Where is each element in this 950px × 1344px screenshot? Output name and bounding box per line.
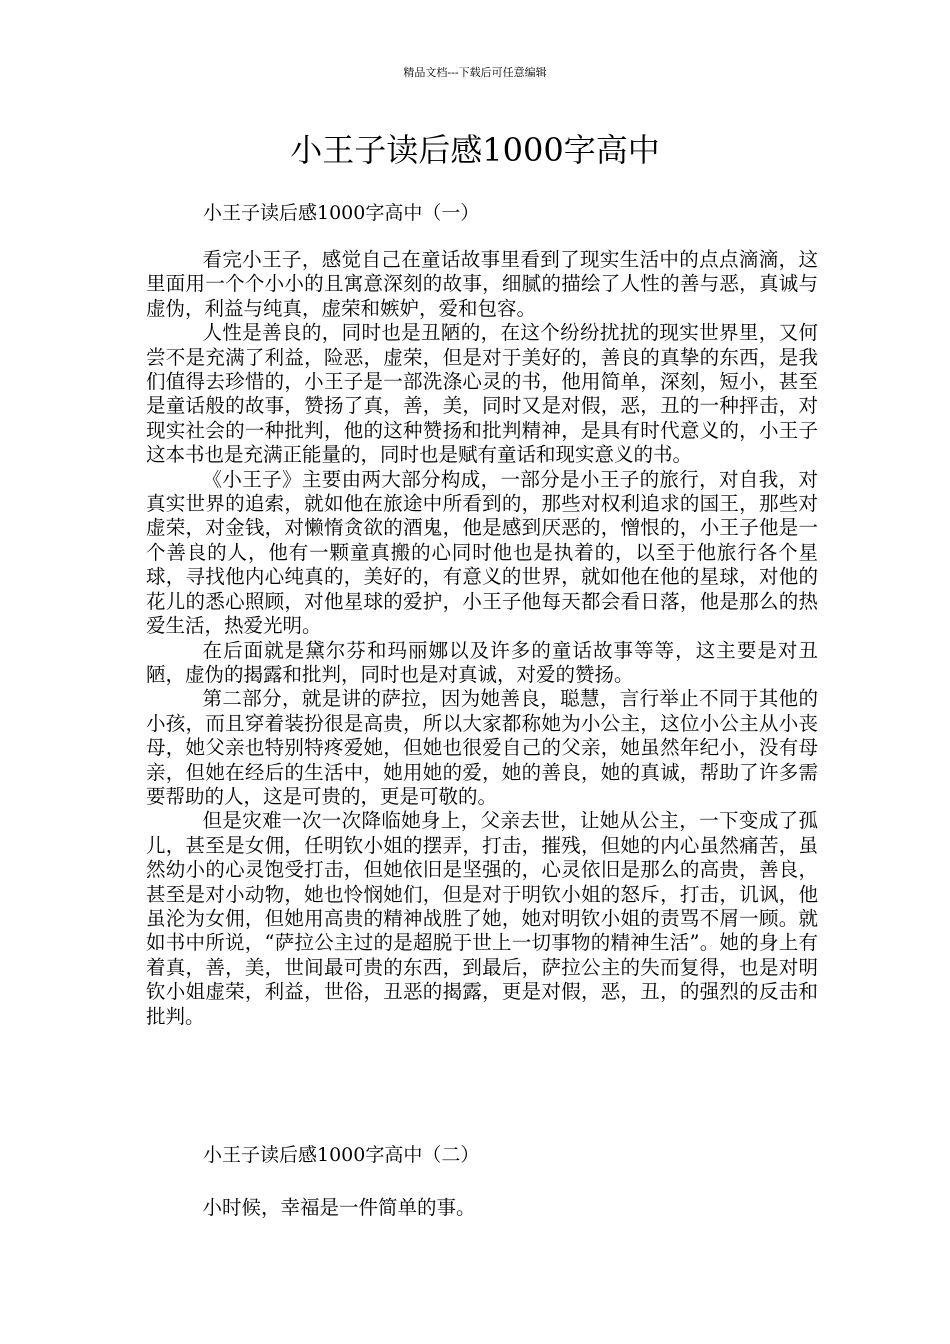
section-2-first-paragraph: 小时候，幸福是一件简单的事。: [202, 1196, 476, 1219]
section-heading-1: 小王子读后感1000字高中（一）: [203, 202, 480, 224]
section-1-body: [146, 248, 818, 1029]
section-heading-2: 小王子读后感1000字高中（二）: [203, 1144, 480, 1166]
body-paragraph-3: 《小王子》主要由两大部分构成，一部分是小王子的旅行，对自我，对真实世界的追索，就如他在旅途中所看到的，那些对权利追求的国王，那些对虚荣，对金钱，对懒惰贪欲的酒鬼，他是感到厌恶的，憎恨的，小王子他是一个善良的人，他有一颗童真搬的心同时他也是执着的，以至于他旅行各个星球，寻找他内心纯真的，美好的，有意义的世界，就如他在他的星球，对他的花儿的悉心照顾，对他星球的爱护，小王子他每天都会看日落，他是那么的热爱生活，热爱光明。: [146, 467, 818, 638]
document-title: 小王子读后感1000字高中: [290, 131, 660, 169]
body-paragraph-4: 在后面就是黛尔芬和玛丽娜以及许多的童话故事等等，这主要是对丑陋，虚伪的揭露和批判，同时也是对真诚，对爱的赞扬。: [146, 638, 818, 686]
page-header-note: 精品文档---下载后可任意编辑: [403, 66, 547, 79]
body-paragraph-6: 但是灾难一次一次降临她身上，父亲去世，让她从公主，一下变成了孤儿，甚至是女佣，任明钦小姐的摆弄，打击，摧残，但她的内心虽然痛苦，虽然幼小的心灵饱受打击，但她依旧是坚强的，心灵依旧是那么的高贵，善良，甚至是对小动物，她也怜悯她们，但是对于明钦小姐的怒斥，打击，讥讽，他虽沦为女佣，但她用高贵的精神战胜了她，她对明钦小姐的责骂不屑一顾。就如书中所说，“萨拉公主过的是超脱于世上一切事物的精神生活”。她的身上有着真，善，美，世间最可贵的东西，到最后，萨拉公主的失而复得，也是对明钦小姐虚荣，利益，世俗，丑恶的揭露，更是对假，恶，丑，的强烈的反击和批判。: [146, 809, 818, 1028]
body-paragraph-1: 看完小王子，感觉自己在童话故事里看到了现实生活中的点点滴滴，这里面用一个个小小的且寓意深刻的故事，细腻的描绘了人性的善与恶，真诚与虚伪，利益与纯真，虚荣和嫉妒，爱和包容。: [146, 248, 818, 320]
body-paragraph-2: 人性是善良的，同时也是丑陋的，在这个纷纷扰扰的现实世界里，又何尝不是充满了利益，险恶，虚荣，但是对于美好的，善良的真挚的东西，是我们值得去珍惜的，小王子是一部洗涤心灵的书，他用简单，深刻，短小，甚至是童话般的故事，赞扬了真，善，美，同时又是对假，恶，丑的一种抨击，对现实社会的一种批判，他的这种赞扬和批判精神，是具有时代意义的，小王子这本书也是充满正能量的，同时也是赋有童话和现实意义的书。: [146, 321, 818, 467]
body-paragraph-5: 第二部分，就是讲的萨拉，因为她善良，聪慧，言行举止不同于其他的小孩，而且穿着装扮很是高贵，所以大家都称她为小公主，这位小公主从小丧母，她父亲也特别特疼爱她，但她也很爱自己的父亲，她虽然年纪小，没有母亲，但她在经后的生活中，她用她的爱，她的善良，她的真诚，帮助了许多需要帮助的人，这是可贵的，更是可敬的。: [146, 687, 818, 808]
